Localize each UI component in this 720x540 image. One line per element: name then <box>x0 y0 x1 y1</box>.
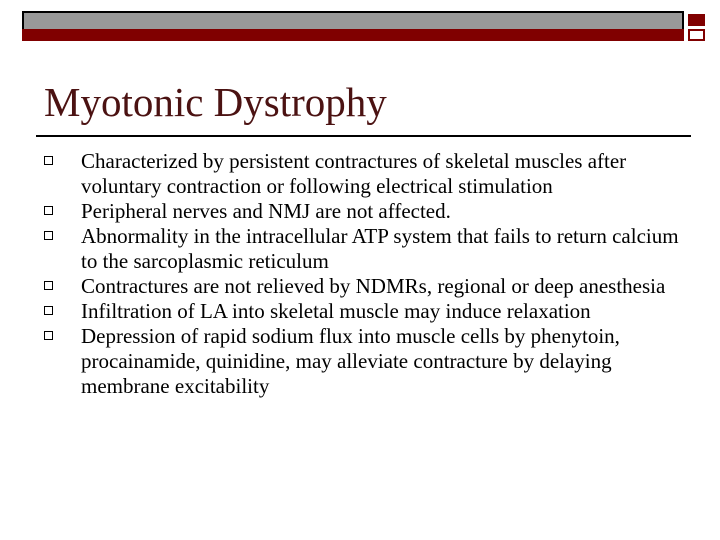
header-accent-stripe <box>22 29 684 41</box>
hollow-square-icon <box>44 156 53 165</box>
bullet-text: Depression of rapid sodium flux into muscle cells by phenytoin, procainamide, quinidine, may alleviate contracture by delaying membrane excitability <box>81 324 620 398</box>
hollow-square-icon <box>44 281 53 290</box>
hollow-square-icon <box>44 306 53 315</box>
bullet-text: Contractures are not relieved by NDMRs, regional or deep anesthesia <box>81 274 666 298</box>
bullet-item <box>44 149 684 199</box>
bullet-text: Peripheral nerves and NMJ are not affected. <box>81 199 451 223</box>
bullet-text: Infiltration of LA into skeletal muscle may induce relaxation <box>81 299 591 323</box>
bullet-item <box>44 299 684 324</box>
corner-square-filled <box>688 14 705 26</box>
bullet-item <box>44 199 684 224</box>
title-divider <box>36 135 691 137</box>
hollow-square-icon <box>44 331 53 340</box>
bullet-item <box>44 274 684 299</box>
corner-square-outline <box>688 29 705 41</box>
hollow-square-icon <box>44 206 53 215</box>
bullet-item <box>44 224 684 274</box>
bullet-text: Characterized by persistent contractures of skeletal muscles after voluntary contraction or following electrical stimulation <box>81 149 627 198</box>
slide-title: Myotonic Dystrophy <box>44 79 387 125</box>
bullet-item <box>44 324 684 399</box>
hollow-square-icon <box>44 231 53 240</box>
bullet-list <box>44 149 684 399</box>
bullet-text: Abnormality in the intracellular ATP system that fails to return calcium to the sarcoplasmic reticulum <box>81 224 679 273</box>
